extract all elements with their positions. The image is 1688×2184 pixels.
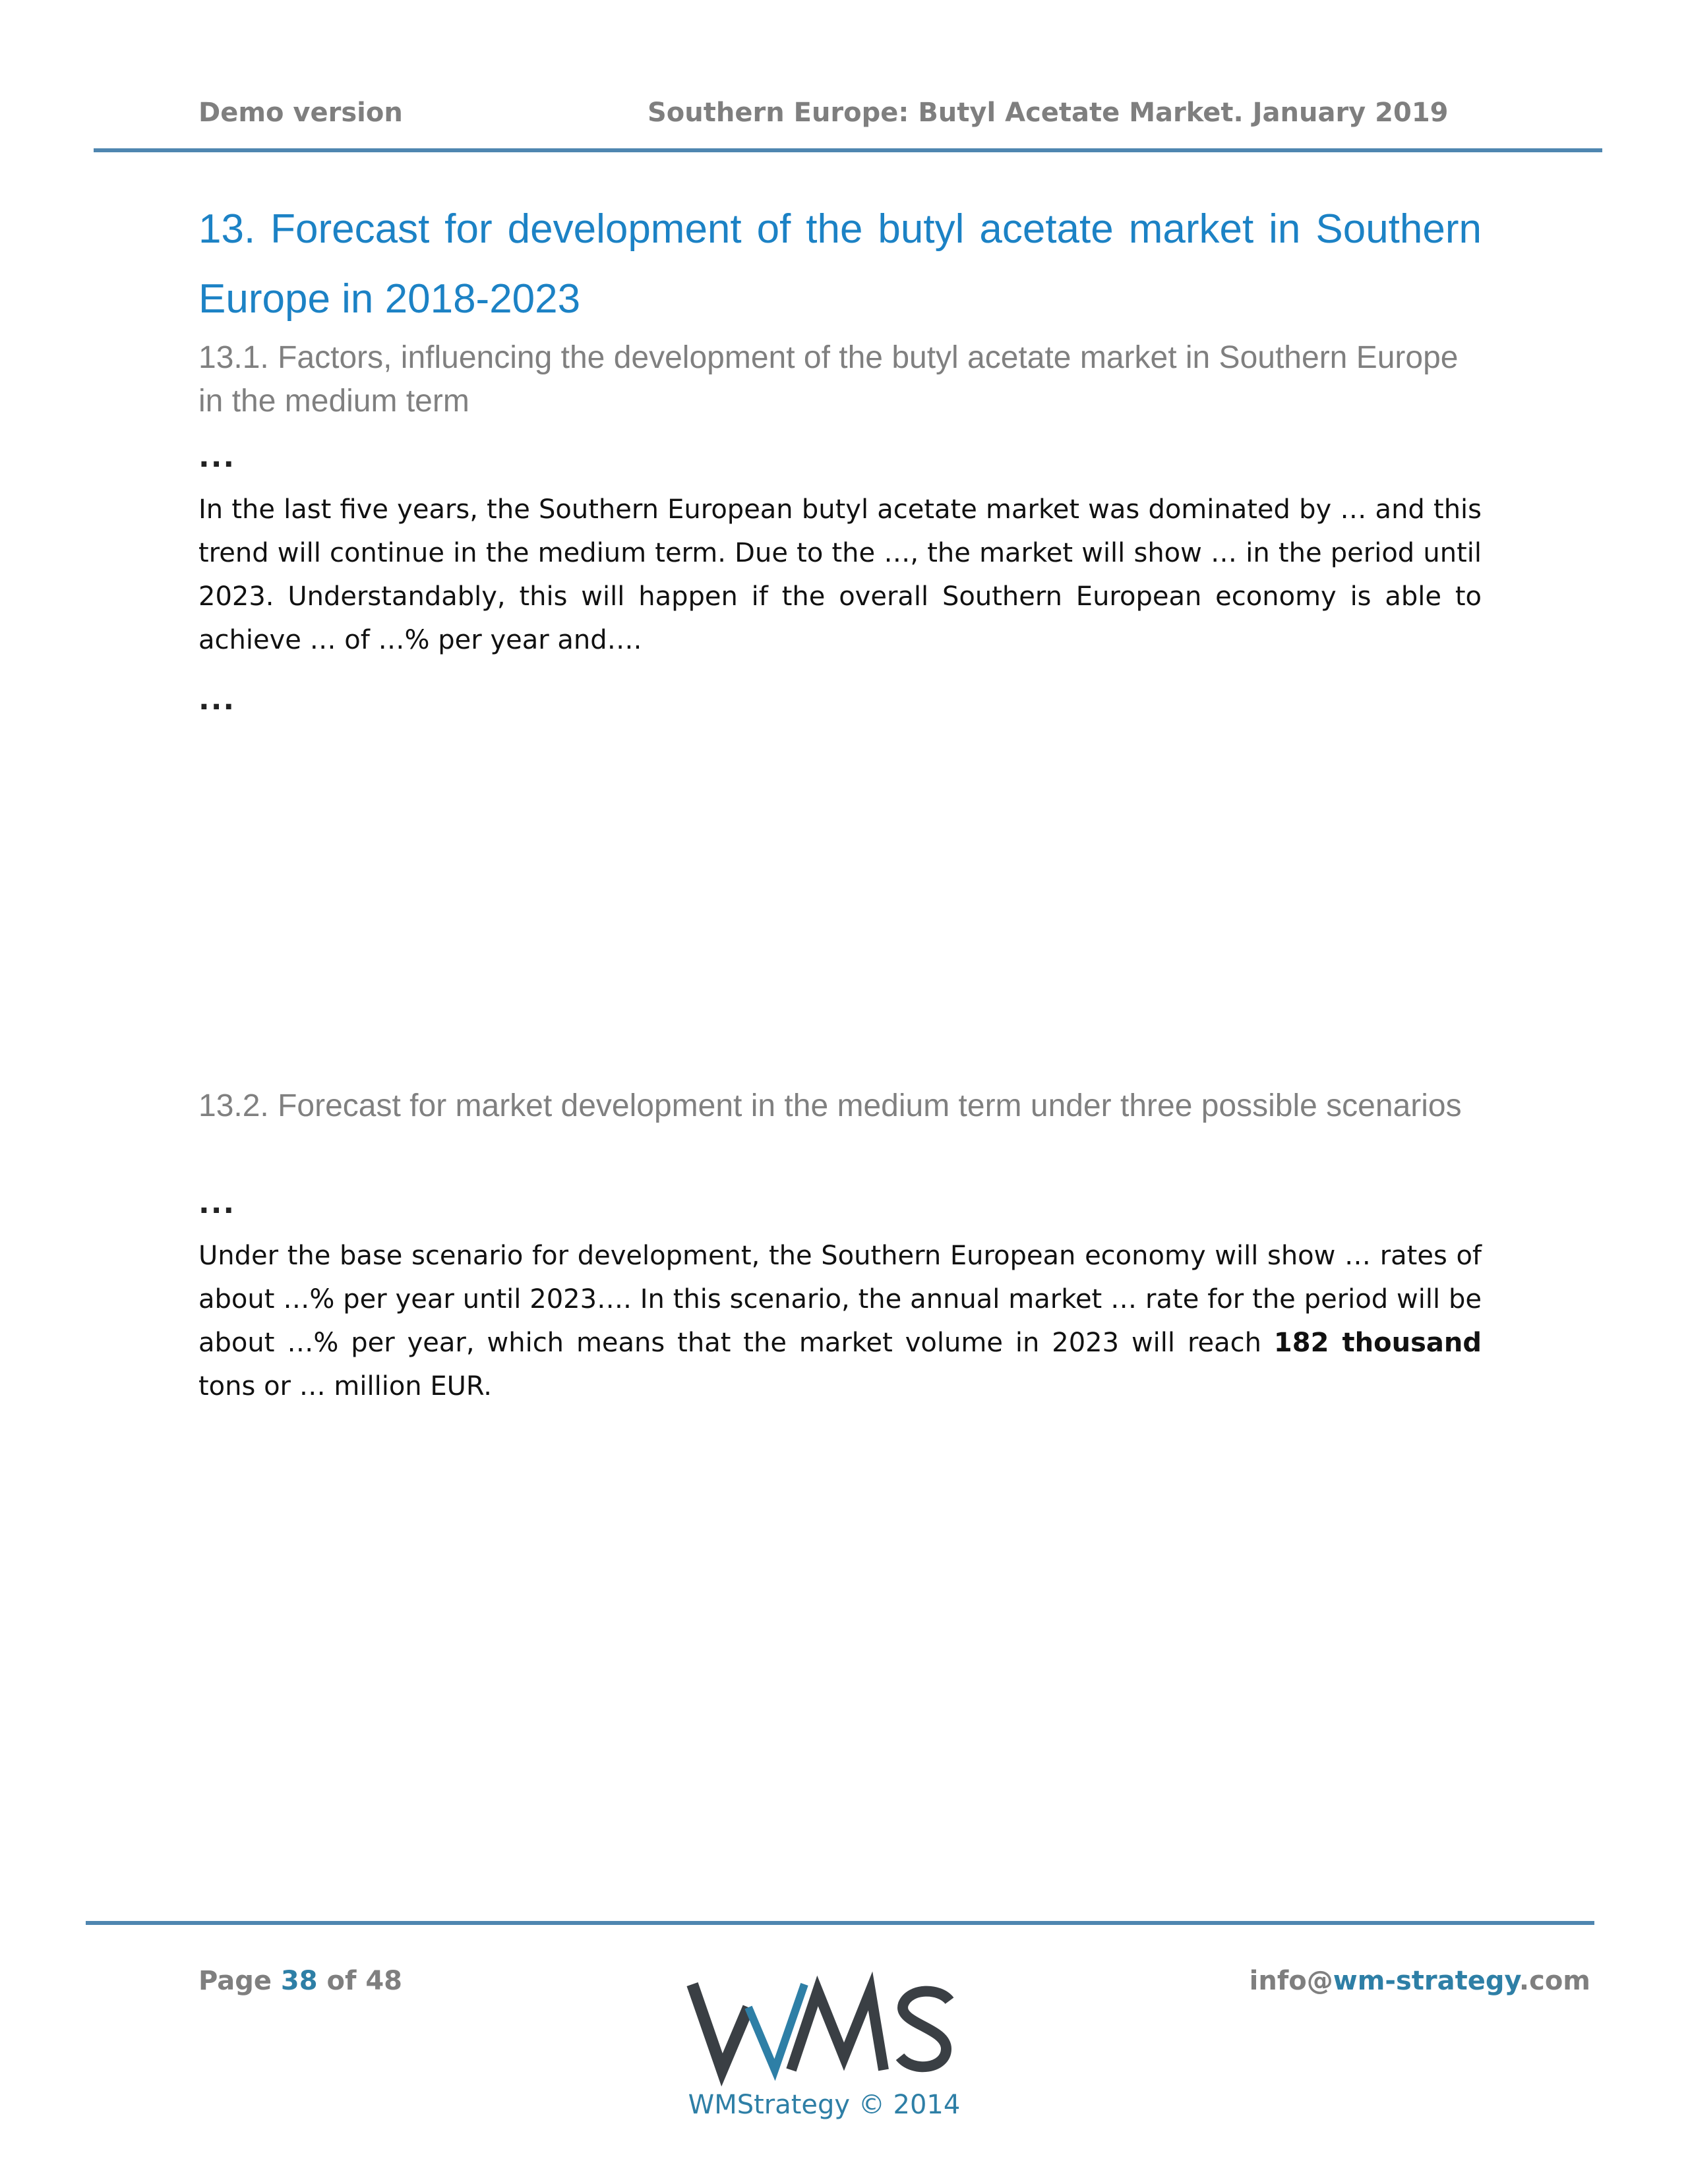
page-total: 48 (365, 1966, 402, 1996)
email-domain: wm-strategy (1333, 1966, 1519, 1996)
page-label: Page (198, 1966, 281, 1996)
logo-caption: WMStrategy © 2014 (688, 2090, 961, 2120)
subsection-13-2-title: 13.2. Forecast for market development in the medium term under three possible scenarios (198, 1088, 1462, 1123)
page-of: of (317, 1966, 366, 1996)
header-report-title: Southern Europe: Butyl Acetate Market. January 2019 (648, 98, 1449, 128)
header-divider (94, 148, 1602, 152)
footer-divider (86, 1921, 1594, 1925)
page-number: 38 (280, 1966, 318, 1996)
paragraph-base-scenario (198, 1234, 1482, 1408)
ellipsis-marker: ... (198, 440, 236, 474)
paragraph-text: tons or … million EUR. (198, 1371, 492, 1402)
market-volume-value: 182 thousand (1273, 1328, 1482, 1358)
email-tld: .com (1519, 1966, 1590, 1996)
subsection-13-1-title: 13.1. Factors, influencing the development of the butyl acetate market in Southern Europe in the medium term (198, 340, 1459, 419)
paragraph-text: Under the base scenario for development, the Southern European economy will show … rates of about …% per year until 2023…. In this scenario, the annual market … rate for the period will be about …% per year, which means that the market volume in 2023 will reach (198, 1241, 1482, 1358)
section-title: 13. Forecast for development of the butyl acetate market in Southern Europe in 2018-2023 (198, 206, 1482, 322)
contact-email-link[interactable] (1250, 1966, 1590, 1996)
header-demo-version: Demo version (198, 98, 403, 128)
page-indicator (198, 1966, 402, 1996)
paragraph-factors: In the last five years, the Southern European butyl acetate market was dominated by … and this trend will continue in the medium term. Due to the …, the market will show … in the period until 2023. Understandably, this will happen if the overall Southern European economy is able to achieve … of …% per year and…. (198, 494, 1482, 655)
wms-logo (686, 1971, 963, 2090)
ellipsis-marker: ... (198, 683, 236, 717)
ellipsis-marker: ... (198, 1187, 236, 1220)
email-user: info@ (1249, 1966, 1333, 1996)
